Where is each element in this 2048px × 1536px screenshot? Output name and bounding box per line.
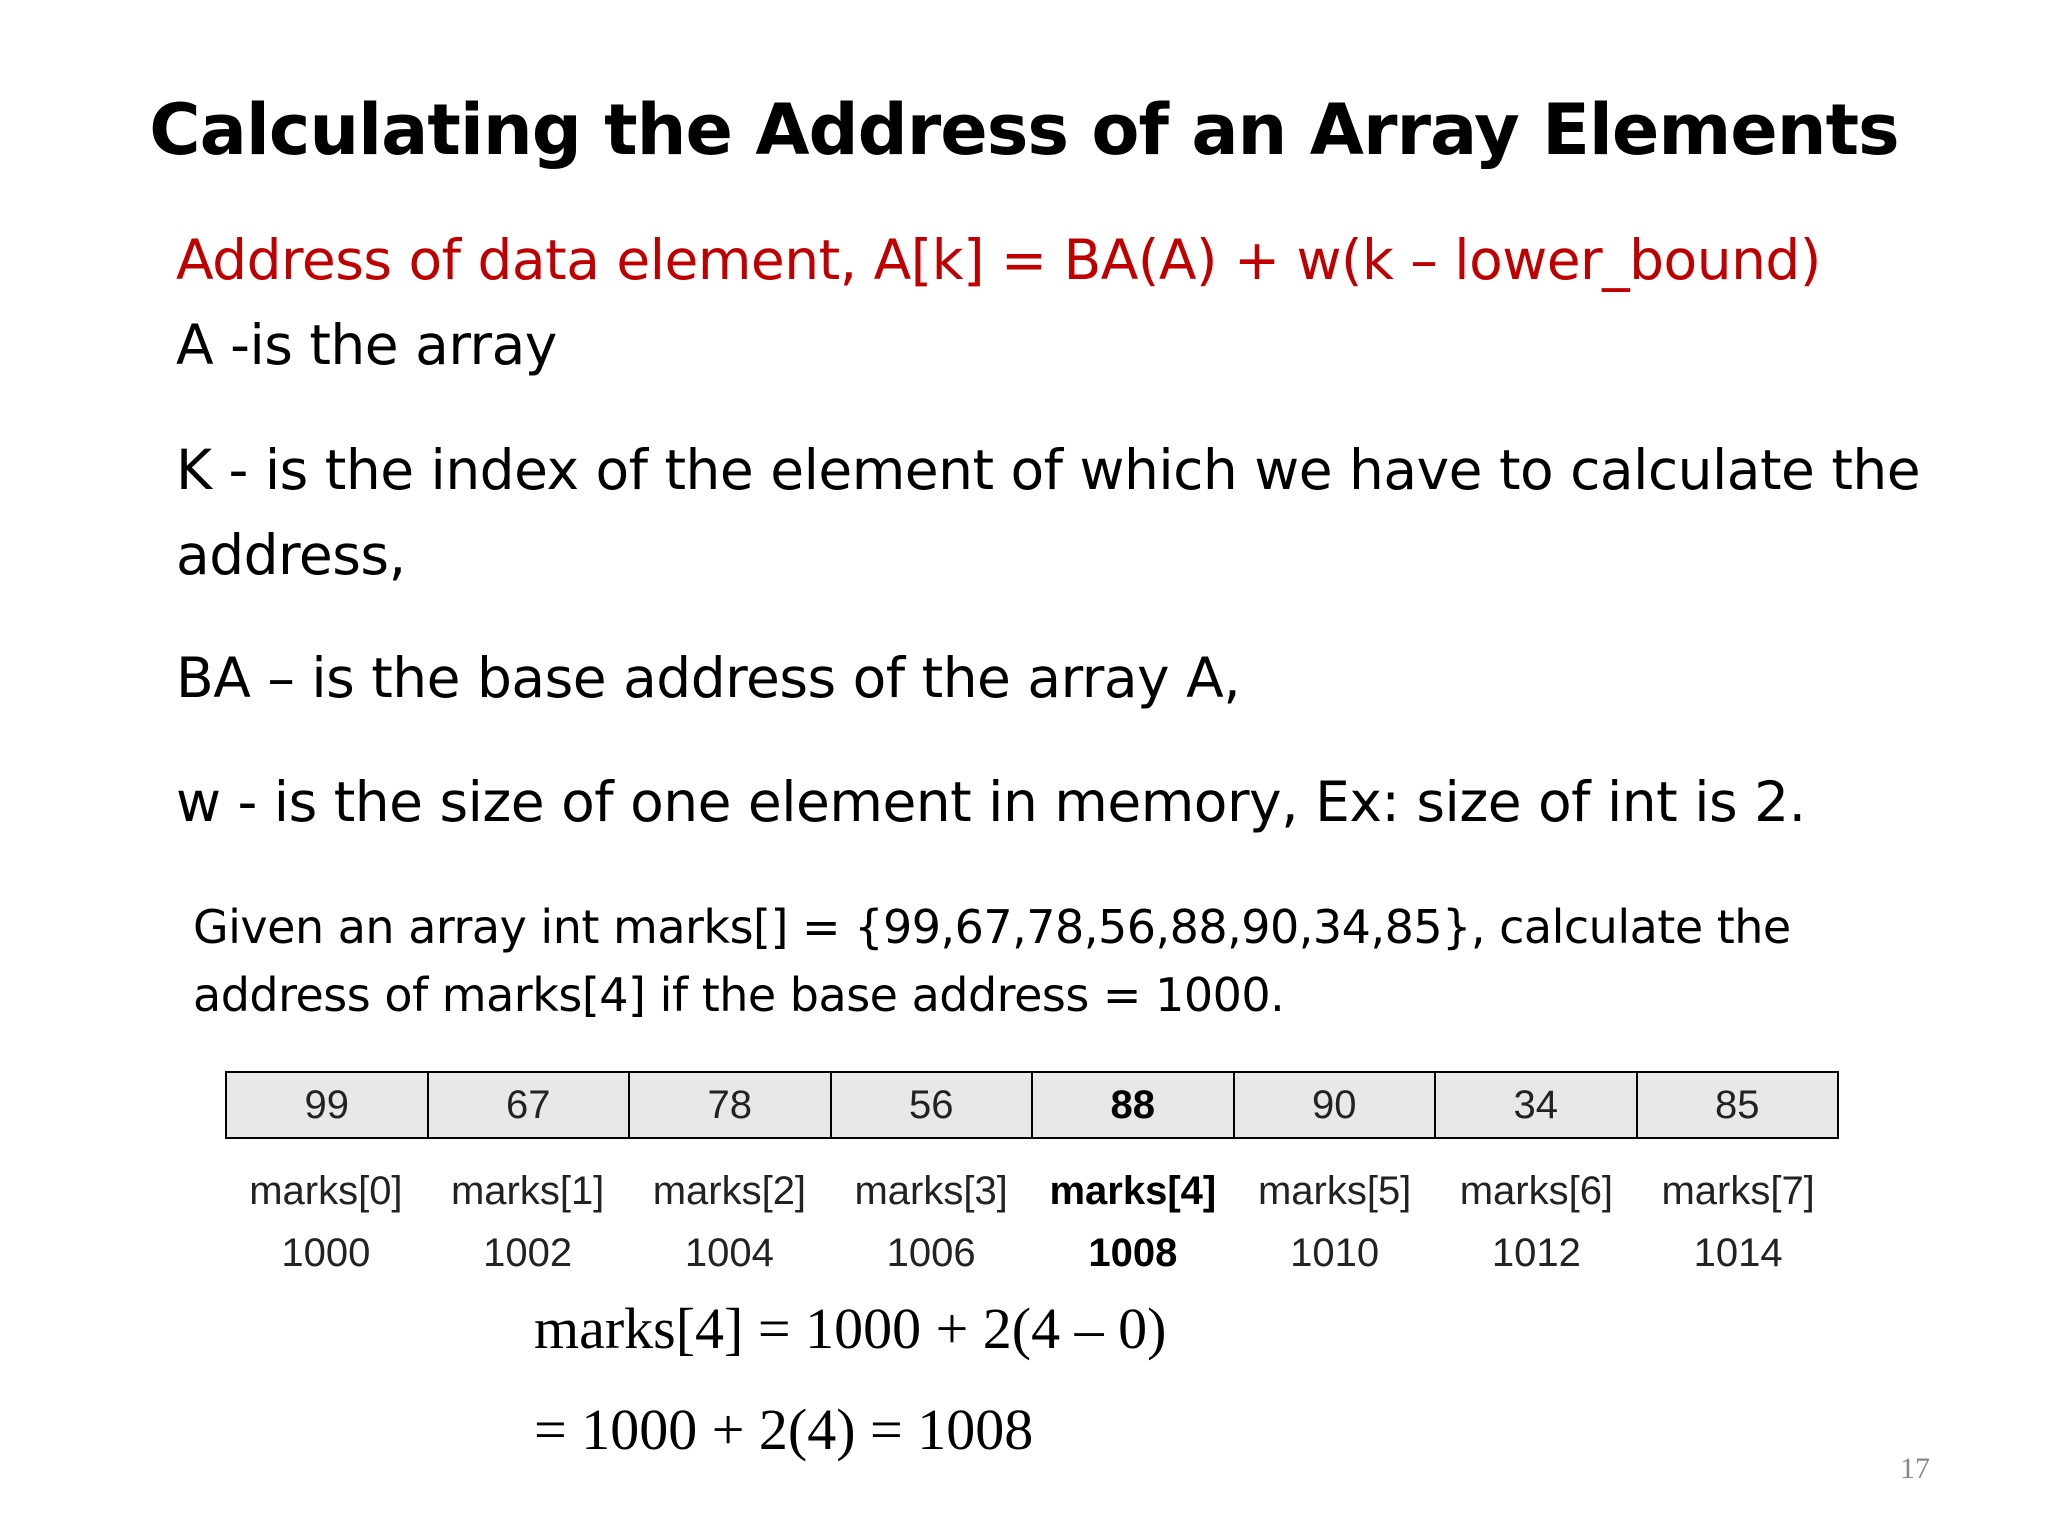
page-number: 17	[1900, 1452, 1930, 1485]
definition-a: A -is the array	[176, 313, 557, 377]
array-cell: 67	[429, 1073, 631, 1137]
address-label: 1006	[886, 1231, 976, 1275]
array-cell: 90	[1235, 1073, 1437, 1137]
array-cell: 99	[227, 1073, 429, 1137]
index-label: marks[5]	[1257, 1169, 1412, 1213]
index-label: marks[3]	[854, 1169, 1008, 1213]
array-cell: 56	[832, 1073, 1034, 1137]
index-label: marks[6]	[1459, 1169, 1614, 1213]
array-cell: 85	[1715, 1082, 1760, 1127]
array-table	[225, 1071, 1839, 1139]
address-label: 1004	[684, 1231, 774, 1275]
definition-k-line1: K - is the index of the element of which we have to calculate the	[176, 438, 1921, 502]
array-cell: 78	[630, 1073, 832, 1137]
index-label: marks[2]	[652, 1169, 807, 1213]
index-label: marks[1]	[450, 1169, 605, 1213]
index-label-highlighted: marks[4]	[1049, 1169, 1217, 1213]
address-label: 1002	[483, 1231, 573, 1275]
definition-w: w - is the size of one element in memory, Ex: size of int is 2.	[176, 770, 1806, 834]
address-label: 1014	[1693, 1231, 1783, 1275]
calculation-line2: = 1000 + 2(4) = 1008	[534, 1397, 1034, 1462]
problem-statement-line1: Given an array int marks[] = {99,67,78,56,88,90,34,85}, calculate the	[193, 900, 1791, 954]
index-label: marks[0]	[249, 1169, 403, 1213]
index-label: marks[7]	[1661, 1169, 1815, 1213]
definition-k-line2: address,	[176, 523, 406, 587]
slide-title: Calculating the Address of an Array Elements	[149, 89, 1899, 171]
address-label-highlighted: 1008	[1088, 1231, 1178, 1275]
array-cell: 34	[1436, 1073, 1638, 1137]
calculation-line1: marks[4] = 1000 + 2(4 – 0)	[534, 1296, 1167, 1361]
array-address-labels	[225, 1228, 1839, 1278]
problem-statement-line2: address of marks[4] if the base address = 1000.	[193, 968, 1285, 1022]
array-cell-highlighted: 88	[1033, 1073, 1235, 1137]
address-formula: Address of data element, A[k] = BA(A) + w(k – lower_bound)	[176, 228, 1821, 292]
address-label: 1012	[1491, 1231, 1581, 1275]
address-label: 1010	[1290, 1231, 1380, 1275]
definition-ba: BA – is the base address of the array A,	[176, 646, 1241, 710]
array-index-labels	[225, 1166, 1839, 1216]
address-label: 1000	[281, 1231, 371, 1275]
